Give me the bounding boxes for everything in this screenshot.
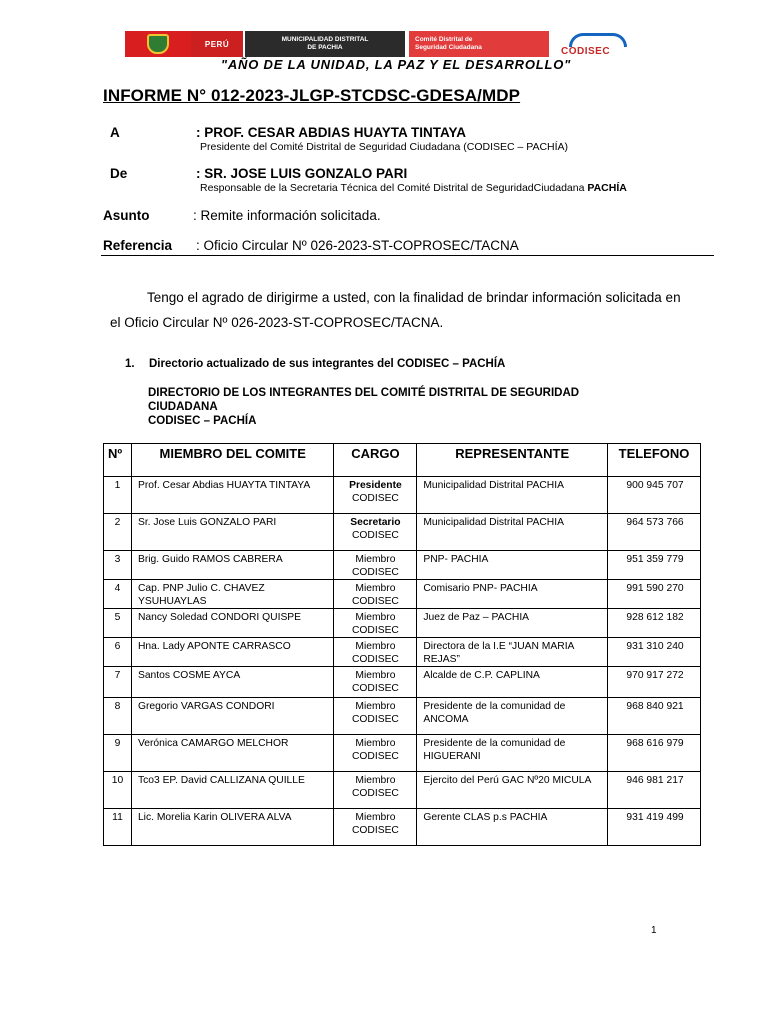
col-header-role: CARGO: [334, 444, 417, 477]
reference-value: : Oficio Circular Nº 026-2023-ST-COPROSEC/TACNA: [196, 238, 519, 253]
cell-phone: 931 419 499: [608, 809, 701, 846]
table-row: [104, 638, 701, 667]
cell-number: 3: [104, 551, 132, 580]
cell-representative: Comisario PNP- PACHIA: [417, 580, 608, 609]
cell-role: Secretario CODISEC: [334, 514, 417, 551]
subject-value: : Remite información solicitada.: [193, 208, 381, 223]
col-header-number: Nº: [104, 444, 132, 477]
cell-member: Verónica CAMARGO MELCHOR: [131, 735, 334, 772]
reference-label: Referencia: [103, 238, 173, 253]
cell-member: Cap. PNP Julio C. CHAVEZ YSUHUAYLAS: [131, 580, 334, 609]
table-row: [104, 609, 701, 638]
cell-phone: 931 310 240: [608, 638, 701, 667]
cell-phone: 928 612 182: [608, 609, 701, 638]
cell-member: Nancy Soledad CONDORI QUISPE: [131, 609, 334, 638]
cell-representative: PNP- PACHIA: [417, 551, 608, 580]
page-number: 1: [651, 925, 657, 936]
report-title: INFORME N° 012-2023-JLGP-STCDSC-GDESA/MDP: [103, 86, 521, 105]
table-row: [104, 772, 701, 809]
cell-number: 10: [104, 772, 132, 809]
section-item-1: 1. Directorio actualizado de sus integrantes del CODISEC – PACHÍA: [125, 358, 506, 370]
subject-label: Asunto: [103, 208, 150, 223]
cell-representative: Municipalidad Distrital PACHIA: [417, 477, 608, 514]
cell-phone: 968 616 979: [608, 735, 701, 772]
cell-representative: Municipalidad Distrital PACHIA: [417, 514, 608, 551]
from-value: : SR. JOSE LUIS GONZALO PARI: [196, 166, 408, 181]
cell-role: Miembro CODISEC: [334, 580, 417, 609]
intro-paragraph-line1: Tengo el agrado de dirigirme a usted, con la finalidad de brindar información solicitada en: [147, 290, 681, 305]
cell-number: 6: [104, 638, 132, 667]
cell-number: 8: [104, 698, 132, 735]
cell-role: Miembro CODISEC: [334, 698, 417, 735]
cell-number: 1: [104, 477, 132, 514]
cell-number: 11: [104, 809, 132, 846]
cell-member: Santos COSME AYCA: [131, 667, 334, 698]
directory-table: [103, 443, 701, 846]
cell-role: Presidente CODISEC: [334, 477, 417, 514]
table-row: [104, 580, 701, 609]
from-subtitle: Responsable de la Secretaria Técnica del Comité Distrital de SeguridadCiudadana PACHÍA: [200, 182, 627, 194]
table-header-row: [104, 444, 701, 477]
cell-role: Miembro CODISEC: [334, 551, 417, 580]
cell-role: Miembro CODISEC: [334, 809, 417, 846]
cell-number: 5: [104, 609, 132, 638]
year-motto: "AÑO DE LA UNIDAD, LA PAZ Y EL DESARROLLO": [220, 57, 572, 72]
cell-phone: 946 981 217: [608, 772, 701, 809]
cell-member: Sr. Jose Luis GONZALO PARI: [131, 514, 334, 551]
cell-phone: 968 840 921: [608, 698, 701, 735]
header-banner: [125, 31, 665, 57]
cell-role: Miembro CODISEC: [334, 638, 417, 667]
directory-title: DIRECTORIO DE LOS INTEGRANTES DEL COMITÉ DISTRITAL DE SEGURIDAD CIUDADANA CODISEC – PACHÍA: [148, 387, 580, 427]
cell-phone: 970 917 272: [608, 667, 701, 698]
col-header-representative: REPRESENTANTE: [417, 444, 608, 477]
intro-paragraph-line2: el Oficio Circular Nº 026-2023-ST-COPROSEC/TACNA.: [110, 315, 444, 330]
codisec-logo-icon: CODISEC: [553, 31, 653, 57]
cell-representative: Presidente de la comunidad de HIGUERANI: [417, 735, 608, 772]
from-label: De: [110, 166, 128, 181]
header-divider: [101, 255, 714, 256]
cell-member: Lic. Morelia Karin OLIVERA ALVA: [131, 809, 334, 846]
cell-member: Prof. Cesar Abdias HUAYTA TINTAYA: [131, 477, 334, 514]
cell-representative: Alcalde de C.P. CAPLINA: [417, 667, 608, 698]
cell-number: 9: [104, 735, 132, 772]
table-row: [104, 551, 701, 580]
cell-representative: Directora de la I.E “JUAN MARIA REJAS”: [417, 638, 608, 667]
to-label: A: [110, 125, 120, 140]
municipality-label: MUNICIPALIDAD DISTRITAL DE PACHIA: [245, 31, 405, 57]
to-subtitle: Presidente del Comité Distrital de Seguridad Ciudadana (CODISEC – PACHÍA): [200, 141, 569, 153]
cell-phone: 951 359 779: [608, 551, 701, 580]
cell-phone: 964 573 766: [608, 514, 701, 551]
table-row: [104, 735, 701, 772]
committee-label: Comité Distrital de Seguridad Ciudadana: [409, 31, 549, 57]
cell-member: Tco3 EP. David CALLIZANA QUILLE: [131, 772, 334, 809]
table-row: [104, 477, 701, 514]
cell-number: 4: [104, 580, 132, 609]
peru-label: PERÚ: [191, 31, 243, 57]
cell-representative: Gerente CLAS p.s PACHIA: [417, 809, 608, 846]
col-header-phone: TELEFONO: [608, 444, 701, 477]
peru-coat-of-arms-icon: [125, 31, 191, 57]
table-row: [104, 514, 701, 551]
table-row: [104, 667, 701, 698]
cell-representative: Presidente de la comunidad de ANCOMA: [417, 698, 608, 735]
col-header-member: MIEMBRO DEL COMITE: [131, 444, 334, 477]
cell-role: Miembro CODISEC: [334, 735, 417, 772]
to-value: : PROF. CESAR ABDIAS HUAYTA TINTAYA: [196, 125, 467, 140]
cell-number: 2: [104, 514, 132, 551]
table-row: [104, 698, 701, 735]
cell-number: 7: [104, 667, 132, 698]
cell-member: Gregorio VARGAS CONDORI: [131, 698, 334, 735]
cell-role: Miembro CODISEC: [334, 609, 417, 638]
cell-phone: 991 590 270: [608, 580, 701, 609]
cell-representative: Ejercito del Perú GAC Nº20 MICULA: [417, 772, 608, 809]
cell-role: Miembro CODISEC: [334, 772, 417, 809]
table-row: [104, 809, 701, 846]
cell-role: Miembro CODISEC: [334, 667, 417, 698]
cell-member: Brig. Guido RAMOS CABRERA: [131, 551, 334, 580]
cell-member: Hna. Lady APONTE CARRASCO: [131, 638, 334, 667]
cell-phone: 900 945 707: [608, 477, 701, 514]
cell-representative: Juez de Paz – PACHIA: [417, 609, 608, 638]
